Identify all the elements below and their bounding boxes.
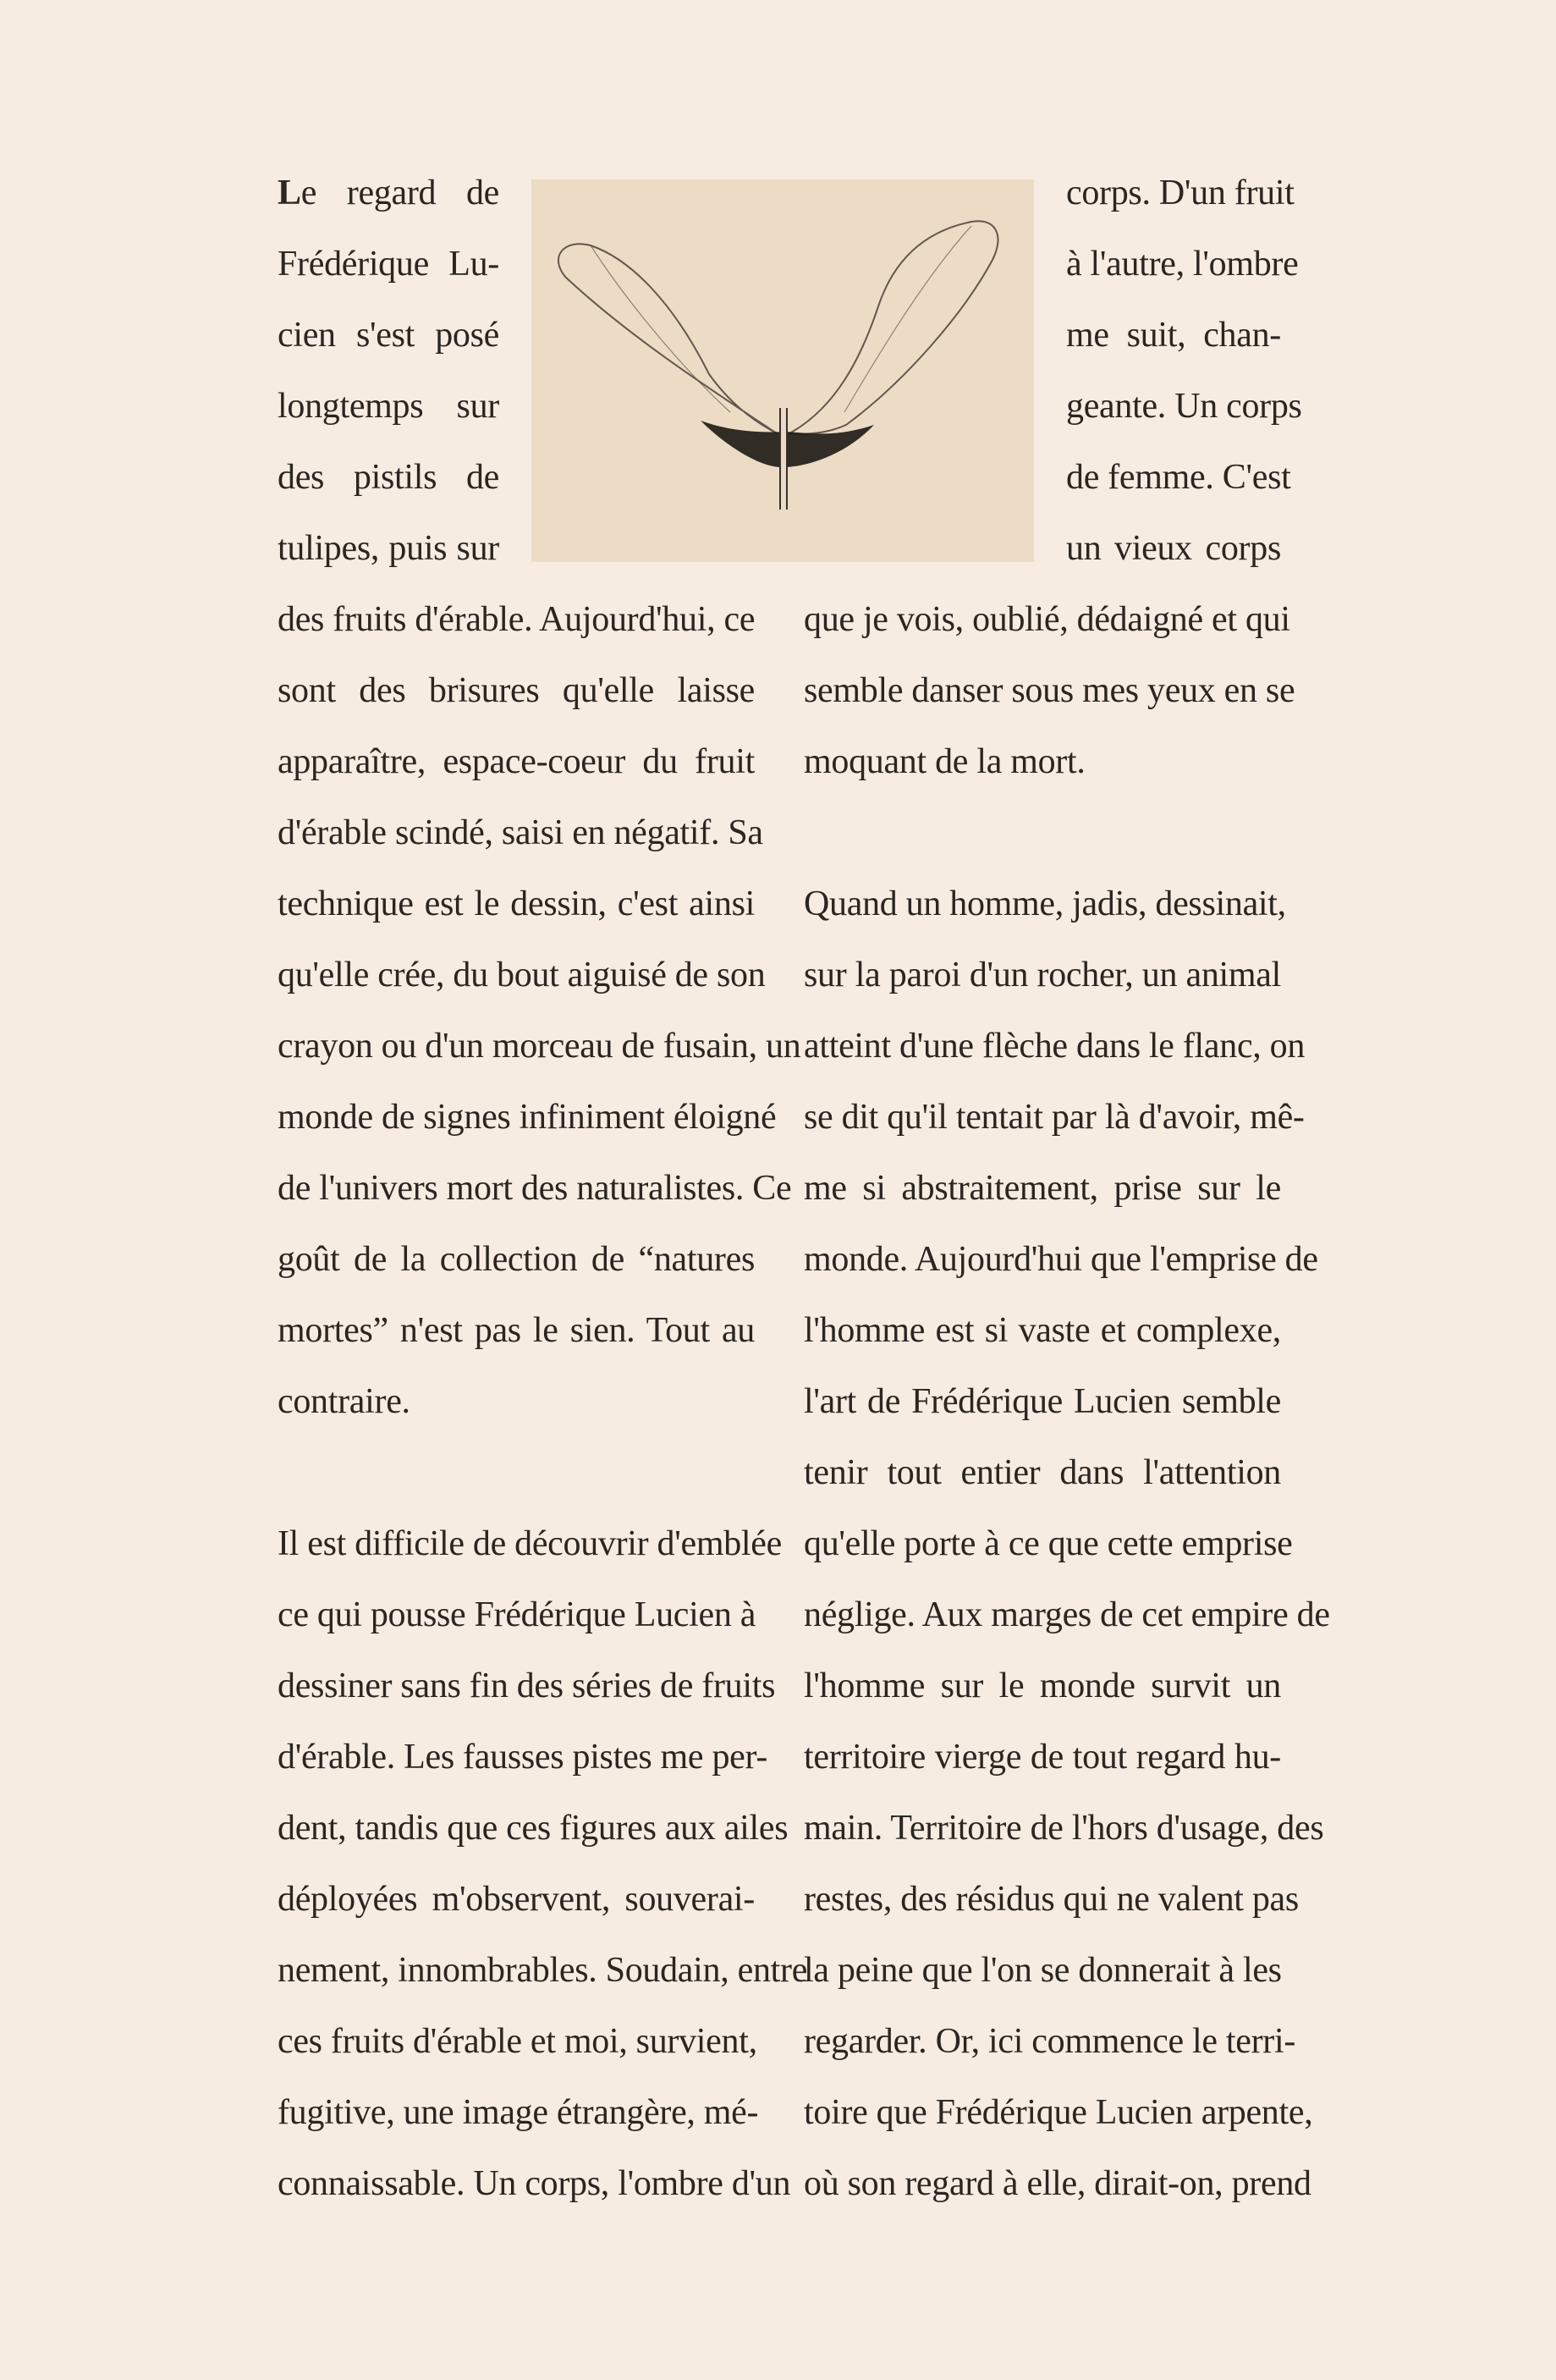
- text-line: tulipes, puis sur: [278, 529, 499, 568]
- maple-seed-drawing: [531, 179, 1034, 562]
- text-line: geante. Un corps: [1066, 387, 1302, 426]
- text-line: mortes” n'est pas le sien. Tout au: [278, 1311, 755, 1350]
- text-line: dent, tandis que ces figures aux ailes: [278, 1809, 789, 1848]
- text-line: territoire vierge de tout regard hu-: [804, 1738, 1281, 1777]
- text-line: nement, innombrables. Soudain, entre: [278, 1951, 808, 1990]
- text-line: fugitive, une image étrangère, mé-: [278, 2093, 759, 2132]
- text-line: dessiner sans fin des séries de fruits: [278, 1667, 776, 1705]
- text-line: tenir tout entier dans l'attention: [804, 1453, 1281, 1492]
- text-line: d'érable. Les fausses pistes me per-: [278, 1738, 768, 1777]
- text-line: toire que Frédérique Lucien arpente,: [804, 2093, 1313, 2132]
- text-line: Il est difficile de découvrir d'emblée: [278, 1524, 782, 1563]
- text-line: de femme. C'est: [1066, 458, 1291, 497]
- text-line: monde. Aujourd'hui que l'emprise de: [804, 1240, 1318, 1279]
- lead-letter: L: [278, 174, 301, 212]
- text-line: Le regard de: [278, 174, 499, 212]
- text-line: l'homme est si vaste et complexe,: [804, 1311, 1281, 1350]
- text-line: main. Territoire de l'hors d'usage, des: [804, 1809, 1324, 1848]
- text-line: l'homme sur le monde survit un: [804, 1667, 1281, 1705]
- text-line: cien s'est posé: [278, 316, 499, 355]
- text-line: la peine que l'on se donnerait à les: [804, 1951, 1282, 1990]
- text-line: me si abstraitement, prise sur le: [804, 1169, 1281, 1208]
- text-line: l'art de Frédérique Lucien semble: [804, 1382, 1281, 1421]
- text-line: atteint d'une flèche dans le flanc, on: [804, 1027, 1306, 1066]
- text-line: sont des brisures qu'elle laisse: [278, 671, 755, 710]
- text-line: qu'elle porte à ce que cette emprise: [804, 1524, 1293, 1563]
- text-line: me suit, chan-: [1066, 316, 1281, 355]
- text-line: des pistils de: [278, 458, 499, 497]
- text-line: Quand un homme, jadis, dessinait,: [804, 884, 1286, 923]
- text-line: Frédérique Lu-: [278, 245, 499, 284]
- text-line: de l'univers mort des naturalistes. Ce: [278, 1169, 792, 1208]
- text-line: un vieux corps: [1066, 529, 1281, 568]
- text-line: déployées m'observent, souverai-: [278, 1880, 755, 1919]
- text-line: néglige. Aux marges de cet empire de: [804, 1595, 1330, 1634]
- text-line: à l'autre, l'ombre: [1066, 245, 1299, 284]
- text-line: longtemps sur: [278, 387, 499, 426]
- text-line: d'érable scindé, saisi en négatif. Sa: [278, 813, 763, 852]
- text-line: ce qui pousse Frédérique Lucien à: [278, 1595, 756, 1634]
- text-line: ces fruits d'érable et moi, survient,: [278, 2022, 757, 2061]
- text-line: crayon ou d'un morceau de fusain, un: [278, 1027, 801, 1066]
- text-line: apparaître, espace-coeur du fruit: [278, 742, 755, 781]
- split-line: [780, 408, 787, 510]
- text-line: qu'elle crée, du bout aiguisé de son: [278, 956, 766, 994]
- right-wing: [789, 221, 998, 433]
- text-line: corps. D'un fruit: [1066, 174, 1295, 212]
- text-line: technique est le dessin, c'est ainsi: [278, 884, 755, 923]
- text-line: connaissable. Un corps, l'ombre d'un: [278, 2164, 791, 2203]
- text-line: regarder. Or, ici commence le terri-: [804, 2022, 1296, 2061]
- text-line: sur la paroi d'un rocher, un animal: [804, 956, 1281, 994]
- left-wing: [558, 244, 777, 433]
- text-line: moquant de la mort.: [804, 742, 1086, 781]
- text-line: que je vois, oublié, dédaigné et qui: [804, 600, 1290, 639]
- text-line: se dit qu'il tentait par là d'avoir, mê-: [804, 1098, 1305, 1137]
- text-line: des fruits d'érable. Aujourd'hui, ce: [278, 600, 756, 639]
- text-line: semble danser sous mes yeux en se: [804, 671, 1295, 710]
- text-line: contraire.: [278, 1382, 410, 1421]
- text-line: monde de signes infiniment éloigné: [278, 1098, 777, 1137]
- text-line: où son regard à elle, dirait-on, prend: [804, 2164, 1311, 2203]
- text-line: restes, des résidus qui ne valent pas: [804, 1880, 1299, 1919]
- text-line: goût de la collection de “natures: [278, 1240, 755, 1279]
